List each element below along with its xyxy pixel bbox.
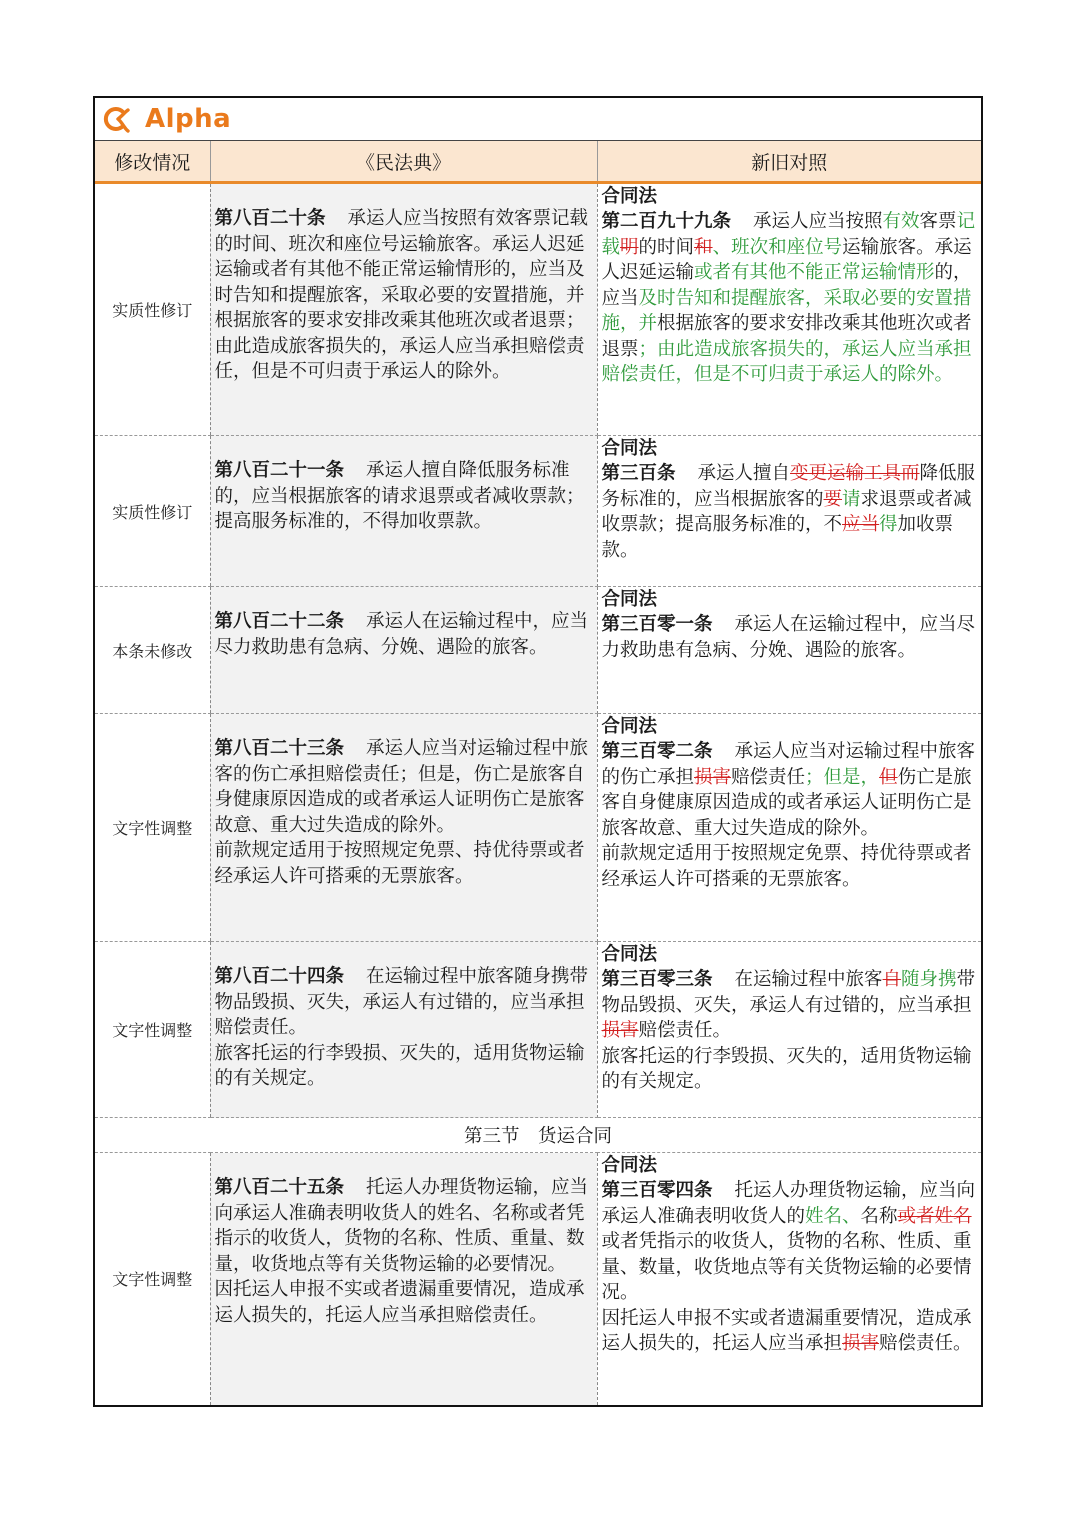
civil-article-paragraph-2: 前款规定适用于按照规定免票、持优待票或者经承运人许可搭乘的无票旅客。 bbox=[214, 840, 585, 887]
header-civil-code: 《民法典》 bbox=[210, 141, 597, 183]
civil-code-cell bbox=[210, 714, 597, 942]
old-law-name: 合同法 bbox=[601, 716, 658, 737]
unchanged-text: 运输旅客。承运人迟延运输 bbox=[601, 236, 972, 283]
added-text: 或者有其他不能正常运输情形 bbox=[694, 262, 935, 283]
deleted-text: 损害 bbox=[842, 1333, 880, 1354]
status-cell: 文字性调整 bbox=[95, 942, 210, 1118]
brand-name: Alpha bbox=[145, 104, 232, 134]
status-cell: 实质性修订 bbox=[95, 436, 210, 587]
deleted-text: 自 bbox=[882, 969, 902, 990]
comparison-cell bbox=[597, 587, 981, 714]
civil-article-text: 承运人应当对运输过程中旅客的伤亡承担赔偿责任；但是，伤亡是旅客自身健康原因造成的或者承运人证明伤亡是旅客故意、重大过失造成的除外。 bbox=[214, 738, 589, 836]
status-cell: 文字性调整 bbox=[95, 714, 210, 942]
old-law-name: 合同法 bbox=[601, 438, 658, 459]
added-text: 班次和座位号 bbox=[731, 236, 843, 258]
unchanged-text: 加收票款。 bbox=[601, 514, 954, 561]
section-title-row bbox=[95, 1118, 981, 1153]
added-text: 携 bbox=[938, 969, 957, 990]
header-status: 修改情况 bbox=[95, 141, 210, 183]
alpha-logo-icon bbox=[101, 104, 131, 134]
table-row bbox=[95, 183, 981, 436]
added-text: 得 bbox=[879, 514, 898, 535]
comparison-cell bbox=[597, 436, 981, 587]
comparison-cell bbox=[597, 714, 981, 942]
unchanged-text: 带物品毁损、灭失，承运人有过错的，应当承担 bbox=[601, 969, 976, 1016]
deleted-text: 变更运输工具而 bbox=[790, 463, 920, 484]
unchanged-text: 承运人应当按照 bbox=[753, 211, 883, 232]
civil-article-paragraph-2: 因托运人申报不实或者遗漏重要情况，造成承运人损失的，托运人应当承担赔偿责任。 bbox=[214, 1279, 585, 1326]
old-article-number: 第二百九十九条 bbox=[601, 211, 732, 232]
status-cell: 本条未修改 bbox=[95, 587, 210, 714]
civil-code-cell bbox=[210, 1153, 597, 1405]
unchanged-text: 赔偿责任 bbox=[731, 766, 806, 788]
civil-article-number: 第八百二十条 bbox=[214, 208, 326, 229]
old-article-number: 第三百零一条 bbox=[601, 614, 713, 635]
deleted-text: 和 bbox=[694, 236, 713, 258]
deleted-text: 明 bbox=[620, 236, 639, 258]
unchanged-text: 伤亡是旅客自身健康原因造成的或者承运人证明伤亡是旅客故意、重大过失造成的除外。 bbox=[601, 766, 972, 839]
added-text: 记载 bbox=[601, 211, 976, 258]
unchanged-text: 求退票或者减收票款；提高服务标准的，不 bbox=[601, 488, 972, 535]
unchanged-text: 承运人应当对运输过程中旅客的伤亡承担 bbox=[601, 741, 976, 788]
civil-article-number: 第八百二十三条 bbox=[214, 738, 345, 759]
old-article-number: 第三百零三条 bbox=[601, 969, 713, 990]
civil-article-text: 承运人应当按照有效客票记载的时间、班次和座位号运输旅客。承运人迟延运输或者有其他不能正常运输情形的，应当及时告知和提醒旅客，采取必要的安置措施，并根据旅客的要求安排改乘其他班次或者退票；由此造成旅客损失的，承运人应当承担赔偿责任，但是不可归责于承运人的除外。 bbox=[214, 208, 589, 382]
comparison-cell bbox=[597, 183, 981, 436]
unchanged-text: 降低服务标准的，应当根据旅客的 bbox=[601, 463, 976, 510]
civil-article-text: 承运人在运输过程中，应当尽力救助患有急病、分娩、遇险的旅客。 bbox=[214, 611, 589, 658]
unchanged-text: 赔偿责任。 bbox=[879, 1333, 972, 1354]
civil-article-number: 第八百二十四条 bbox=[214, 966, 345, 987]
section-title: 第三节 货运合同 bbox=[95, 1118, 981, 1153]
table-row bbox=[95, 714, 981, 942]
civil-article-text: 在运输过程中旅客随身携带物品毁损、灭失，承运人有过错的，应当承担赔偿责任。 bbox=[214, 966, 589, 1038]
civil-article-paragraph-2: 旅客托运的行李毁损、灭失的，适用货物运输的有关规定。 bbox=[214, 1042, 585, 1089]
status-cell: 文字性调整 bbox=[112, 1270, 193, 1290]
old-article-number: 第三百零二条 bbox=[601, 741, 713, 762]
table-row bbox=[95, 942, 981, 1118]
unchanged-text: 或者凭指示的收货人，货物的名称、性质、重量、数量，收货地点等有关货物运输的必要情况。 bbox=[601, 1231, 972, 1303]
old-article-paragraph-2: 旅客托运的行李毁损、灭失的，适用货物运输的有关规定。 bbox=[601, 1045, 972, 1092]
added-text: 随身 bbox=[901, 969, 939, 990]
unchanged-text: 在运输过程中旅客 bbox=[734, 969, 883, 990]
old-law-name: 合同法 bbox=[601, 944, 658, 965]
deleted-text: 但 bbox=[879, 766, 898, 788]
civil-article-number: 第八百二十一条 bbox=[214, 460, 345, 481]
unchanged-text: 承运人擅自 bbox=[697, 463, 791, 484]
status-cell: 实质性修订 bbox=[95, 183, 210, 436]
header-comparison: 新旧对照 bbox=[597, 141, 981, 183]
civil-article-text: 托运人办理货物运输，应当向承运人准确表明收货人的姓名、名称或者凭指示的收货人，货物的名称、性质、重量、数量，收货地点等有关货物运输的必要情况。 bbox=[214, 1177, 589, 1275]
comparison-cell bbox=[597, 942, 981, 1118]
unchanged-text: 名称 bbox=[860, 1205, 898, 1227]
old-article-paragraph-2: 前款规定适用于按照规定免票、持优待票或者经承运人许可搭乘的无票旅客。 bbox=[601, 843, 972, 890]
civil-code-cell bbox=[210, 942, 597, 1118]
deleted-text: 要 bbox=[823, 488, 843, 510]
unchanged-text: 托运人办理货物运输，应当向承运人准确表明收货人的 bbox=[601, 1180, 976, 1227]
unchanged-text: 的时间 bbox=[638, 236, 695, 258]
deleted-text: 损害 bbox=[694, 766, 732, 788]
unchanged-text: 因托运人申报不实或者遗漏重要情况，造成承运人损失的，托运人应当承担 bbox=[601, 1307, 972, 1354]
unchanged-text: 的，应当 bbox=[601, 262, 972, 309]
comparison-document bbox=[93, 96, 983, 1407]
civil-code-cell bbox=[210, 183, 597, 436]
table-row bbox=[95, 1153, 981, 1405]
table-row bbox=[95, 436, 981, 587]
added-text: 有效 bbox=[882, 211, 920, 232]
unchanged-text: 根据旅客的要求安排改乘其他班次或者退票 bbox=[601, 313, 972, 360]
deleted-text: 损害 bbox=[601, 1020, 639, 1041]
old-article-number: 第三百条 bbox=[601, 463, 676, 484]
added-text: 请 bbox=[842, 488, 861, 510]
comparison-table bbox=[95, 141, 981, 1405]
table-row bbox=[95, 587, 981, 714]
comparison-cell bbox=[597, 1153, 981, 1405]
old-article-text: 承运人在运输过程中，应当尽力救助患有急病、分娩、遇险的旅客。 bbox=[601, 614, 976, 661]
civil-article-number: 第八百二十二条 bbox=[214, 611, 345, 632]
table-header-row bbox=[95, 141, 981, 183]
deleted-text: 应当 bbox=[842, 514, 880, 535]
unchanged-text: 赔偿责任。 bbox=[638, 1020, 732, 1041]
added-text: 姓名、 bbox=[805, 1205, 861, 1227]
old-law-name: 合同法 bbox=[601, 186, 658, 207]
civil-article-number: 第八百二十五条 bbox=[214, 1177, 345, 1198]
civil-article-text: 承运人擅自降低服务标准的，应当根据旅客的请求退票或者减收票款；提高服务标准的，不得加收票款。 bbox=[214, 460, 585, 532]
unchanged-text: 客票 bbox=[919, 211, 957, 232]
old-article-number: 第三百零四条 bbox=[601, 1180, 713, 1201]
added-text: 、 bbox=[712, 236, 732, 258]
civil-code-cell bbox=[210, 587, 597, 714]
added-text: ；由此造成旅客损失的，承运人应当承担赔偿责任，但是不可归责于承运人的除外。 bbox=[601, 338, 972, 385]
civil-code-cell bbox=[210, 436, 597, 587]
old-law-name: 合同法 bbox=[601, 1155, 658, 1176]
brand-header bbox=[95, 98, 981, 141]
deleted-text: 或者姓名 bbox=[897, 1205, 972, 1227]
added-text: ；但是， bbox=[805, 766, 880, 788]
old-law-name: 合同法 bbox=[601, 589, 658, 610]
added-text: 及时告知和提醒旅客，采取必要的安置措施，并 bbox=[601, 287, 972, 334]
